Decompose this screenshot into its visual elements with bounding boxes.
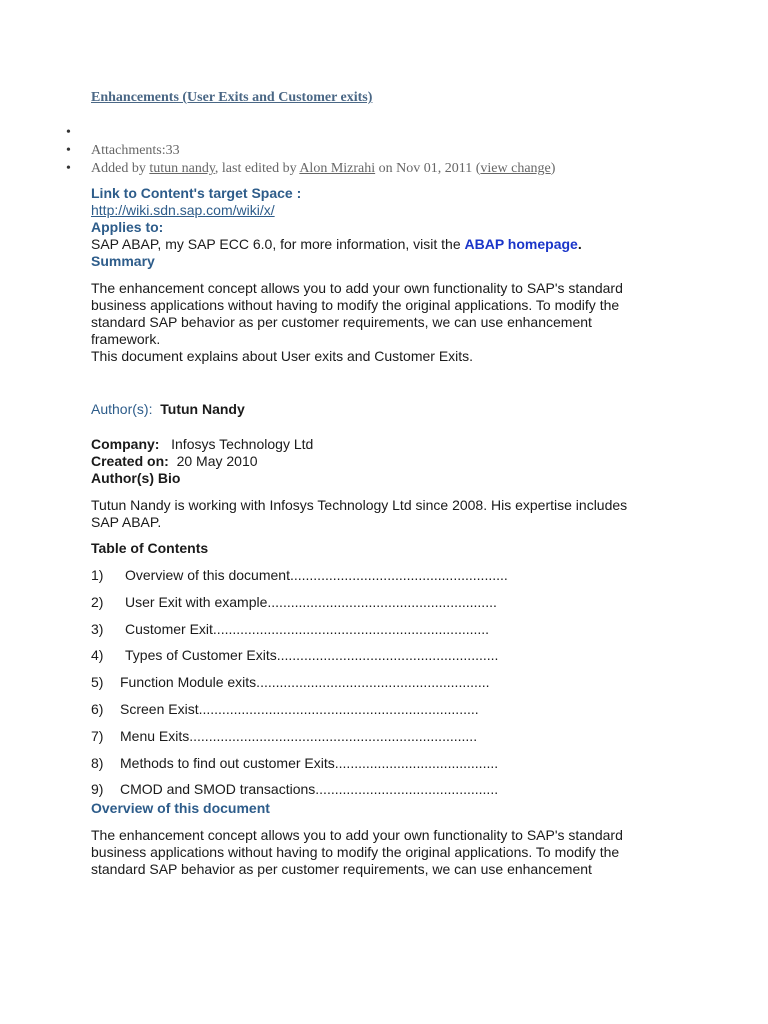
toc-item[interactable]: 4) Types of Customer Exits.........................................................	[91, 647, 499, 664]
abap-homepage-link[interactable]: ABAP homepage	[464, 236, 578, 252]
applies-text: SAP ABAP, my SAP ECC 6.0, for more information, visit the ABAP homepage.	[91, 236, 582, 252]
page-metadata-list	[62, 124, 555, 178]
toc-item[interactable]: 7) Menu Exits..........................................................................	[91, 727, 478, 744]
company-line	[91, 436, 691, 453]
applies-heading: Applies to:	[91, 219, 164, 235]
table-of-contents	[91, 567, 691, 808]
list-item: • Added by tutun nandy, last edited by Alon Mizrahi on Nov 01, 2011 (view change)	[66, 161, 556, 176]
attachments-count: Attachments:33	[91, 143, 180, 158]
list-item	[62, 142, 555, 160]
bio-paragraph: Tutun Nandy is working with Infosys Technology Ltd since 2008. His expertise includes SAP ABAP.	[91, 497, 628, 530]
author-link[interactable]: tutun nandy	[149, 161, 215, 176]
toc-item[interactable]: 8) Methods to find out customer Exits..........................................	[91, 754, 499, 771]
toc-item[interactable]: 5) Function Module exits............................................................	[91, 674, 490, 691]
author-label: Author(s):	[91, 401, 153, 417]
created-line	[91, 453, 691, 470]
document-body	[91, 185, 691, 878]
space-url-link[interactable]: http://wiki.sdn.sap.com/wiki/x/	[91, 202, 275, 218]
space-heading: Link to Content's target Space :	[91, 185, 302, 201]
summary-paragraph: The enhancement concept allows you to add your own functionality to SAP's standard business applications without having to modify the original applications. To modify the standard SAP behavior as per customer requirements, we can use enhancement framework. This document explains about User exits and Customer Exits.	[91, 280, 623, 364]
company-label: Company:	[91, 436, 160, 452]
toc-item[interactable]: 2) User Exit with example...........................................................	[91, 593, 497, 610]
overview-paragraph: The enhancement concept allows you to add your own functionality to SAP's standard business applications without having to modify the original applications. To modify the standard SAP behavior as per customer requirements, we can use enhancement	[91, 827, 623, 878]
overview-heading: Overview of this document	[91, 800, 270, 817]
created-label: Created on:	[91, 453, 169, 469]
created-value: 20 May 2010	[176, 453, 258, 469]
toc-item[interactable]: 6) Screen Exist........................................................................	[91, 700, 479, 717]
bullet-icon: •	[66, 143, 71, 158]
list-item	[62, 124, 555, 142]
toc-item[interactable]: 3) Customer Exit.......................................................................	[91, 620, 490, 637]
bullet-icon: •	[66, 125, 71, 140]
summary-heading: Summary	[91, 253, 155, 269]
bio-heading: Author(s) Bio	[91, 470, 181, 486]
author-name: Tutun Nandy	[160, 401, 245, 417]
view-change-link[interactable]: view change	[480, 161, 551, 176]
bullet-icon: •	[66, 161, 71, 176]
toc-heading: Table of Contents	[91, 540, 209, 556]
toc-item[interactable]: 9) CMOD and SMOD transactions...............................................	[91, 781, 499, 798]
company-value: Infosys Technology Ltd	[171, 436, 314, 452]
toc-item[interactable]: 1) Overview of this document........................................................	[91, 567, 508, 583]
author-line	[91, 401, 691, 418]
page-title[interactable]: Enhancements (User Exits and Customer exits)	[91, 90, 373, 105]
editor-link[interactable]: Alon Mizrahi	[299, 161, 376, 176]
